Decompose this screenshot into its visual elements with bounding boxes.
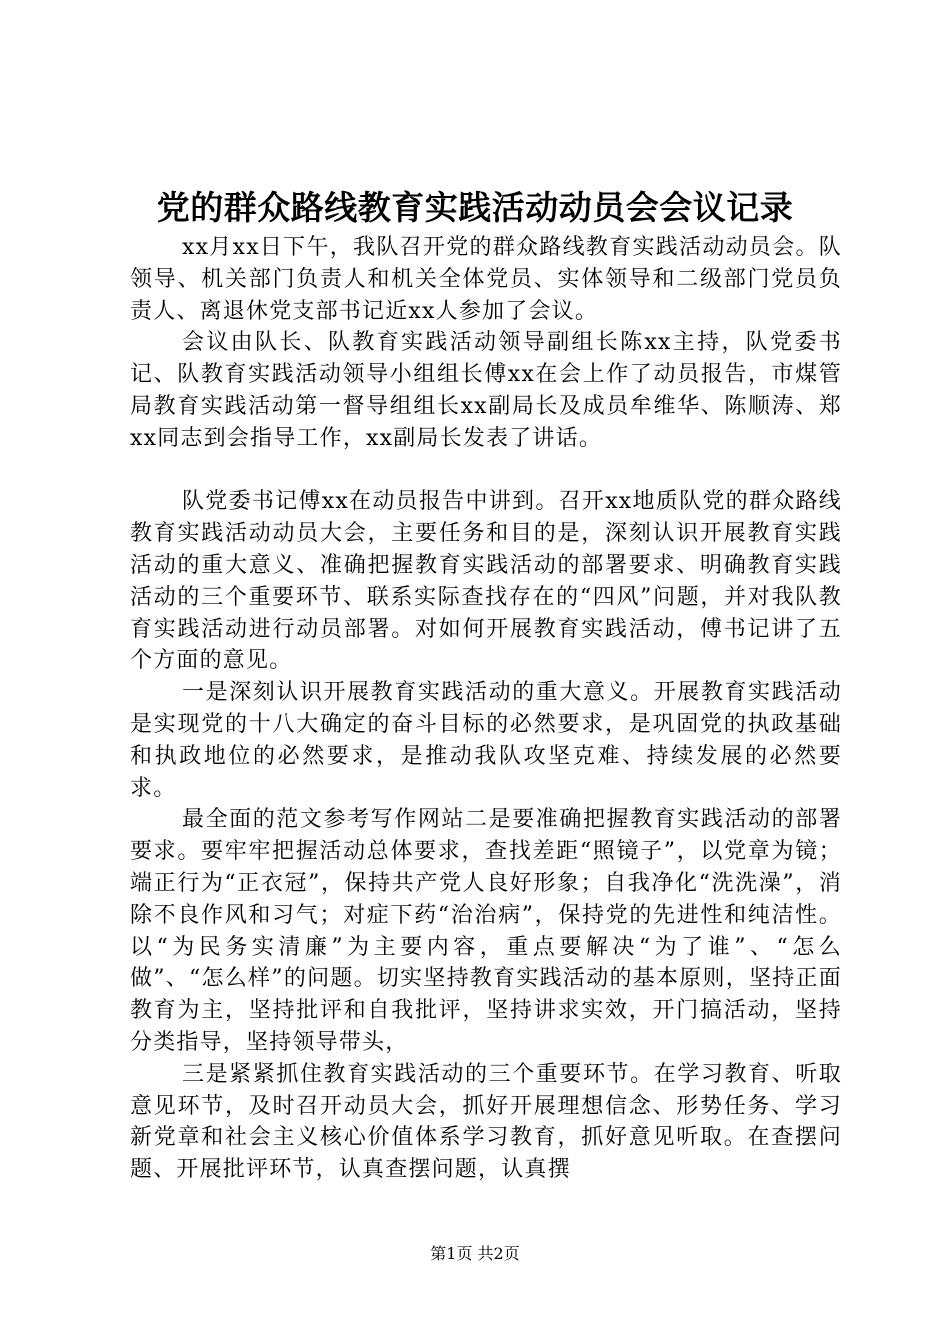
paragraph-2: 会议由队长、队教育实践活动领导副组长陈xx主持，队党委书记、队教育实践活动领导小组组长傅xx在会上作了动员报告，市煤管局教育实践活动第一督导组组长xx副局长及成员牟维华、陈顺涛、郑xx同志到会指导工作，xx副局长发表了讲话。 — [130, 330, 842, 451]
page-number-footer: 第1页 共2页 — [430, 1244, 520, 1263]
paragraph-1: xx月xx日下午，我队召开党的群众路线教育实践活动动员会。队领导、机关部门负责人和机关全体党员、实体领导和二级部门党员负责人、离退休党支部书记近xx人参加了会议。 — [130, 235, 842, 324]
paragraph-5: 最全面的范文参考写作网站二是要准确把握教育实践活动的部署要求。要牢牢把握活动总体要求，查找差距“照镜子”，以党章为镜；端正行为“正衣冠”，保持共产党人良好形象；自我净化“洗洗澡”，消除不良作风和习气；对症下药“治治病”，保持党的先进性和纯洁性。以“为民务实清廉”为主要内容，重点要解决“为了谁”、“怎么做”、“怎么样”的问题。切实坚持教育实践活动的基本原则，坚持正面教育为主，坚持批评和自我批评，坚持讲求实效，开门搞活动，坚持分类指导，坚持领导带头， — [130, 807, 842, 1055]
paragraph-6: 三是紧紧抓住教育实践活动的三个重要环节。在学习教育、听取意见环节，及时召开动员大会，抓好开展理想信念、形势任务、学习新党章和社会主义核心价值体系学习教育，抓好意见听取。在查摆问题、开展批评环节，认真查摆问题，认真撰 — [130, 1061, 842, 1183]
document-body — [130, 232, 842, 1186]
paragraph-3: 队党委书记傅xx在动员报告中讲到。召开xx地质队党的群众路线教育实践活动动员大会，主要任务和目的是，深刻认识开展教育实践活动的重大意义、准确把握教育实践活动的部署要求、明确教育实践活动的三个重要环节、联系实际查找存在的“四风”问题，并对我队教育实践活动进行动员部署。对如何开展教育实践活动，傅书记讲了五个方面的意见。 — [130, 489, 842, 674]
paragraph-4: 一是深刻认识开展教育实践活动的重大意义。开展教育实践活动是实现党的十八大确定的奋斗目标的必然要求，是巩固党的执政基础和执政地位的必然要求，是推动我队攻坚克难、持续发展的必然要求。 — [130, 680, 842, 801]
page-title: 党的群众路线教育实践活动动员会会议记录 — [156, 188, 794, 227]
